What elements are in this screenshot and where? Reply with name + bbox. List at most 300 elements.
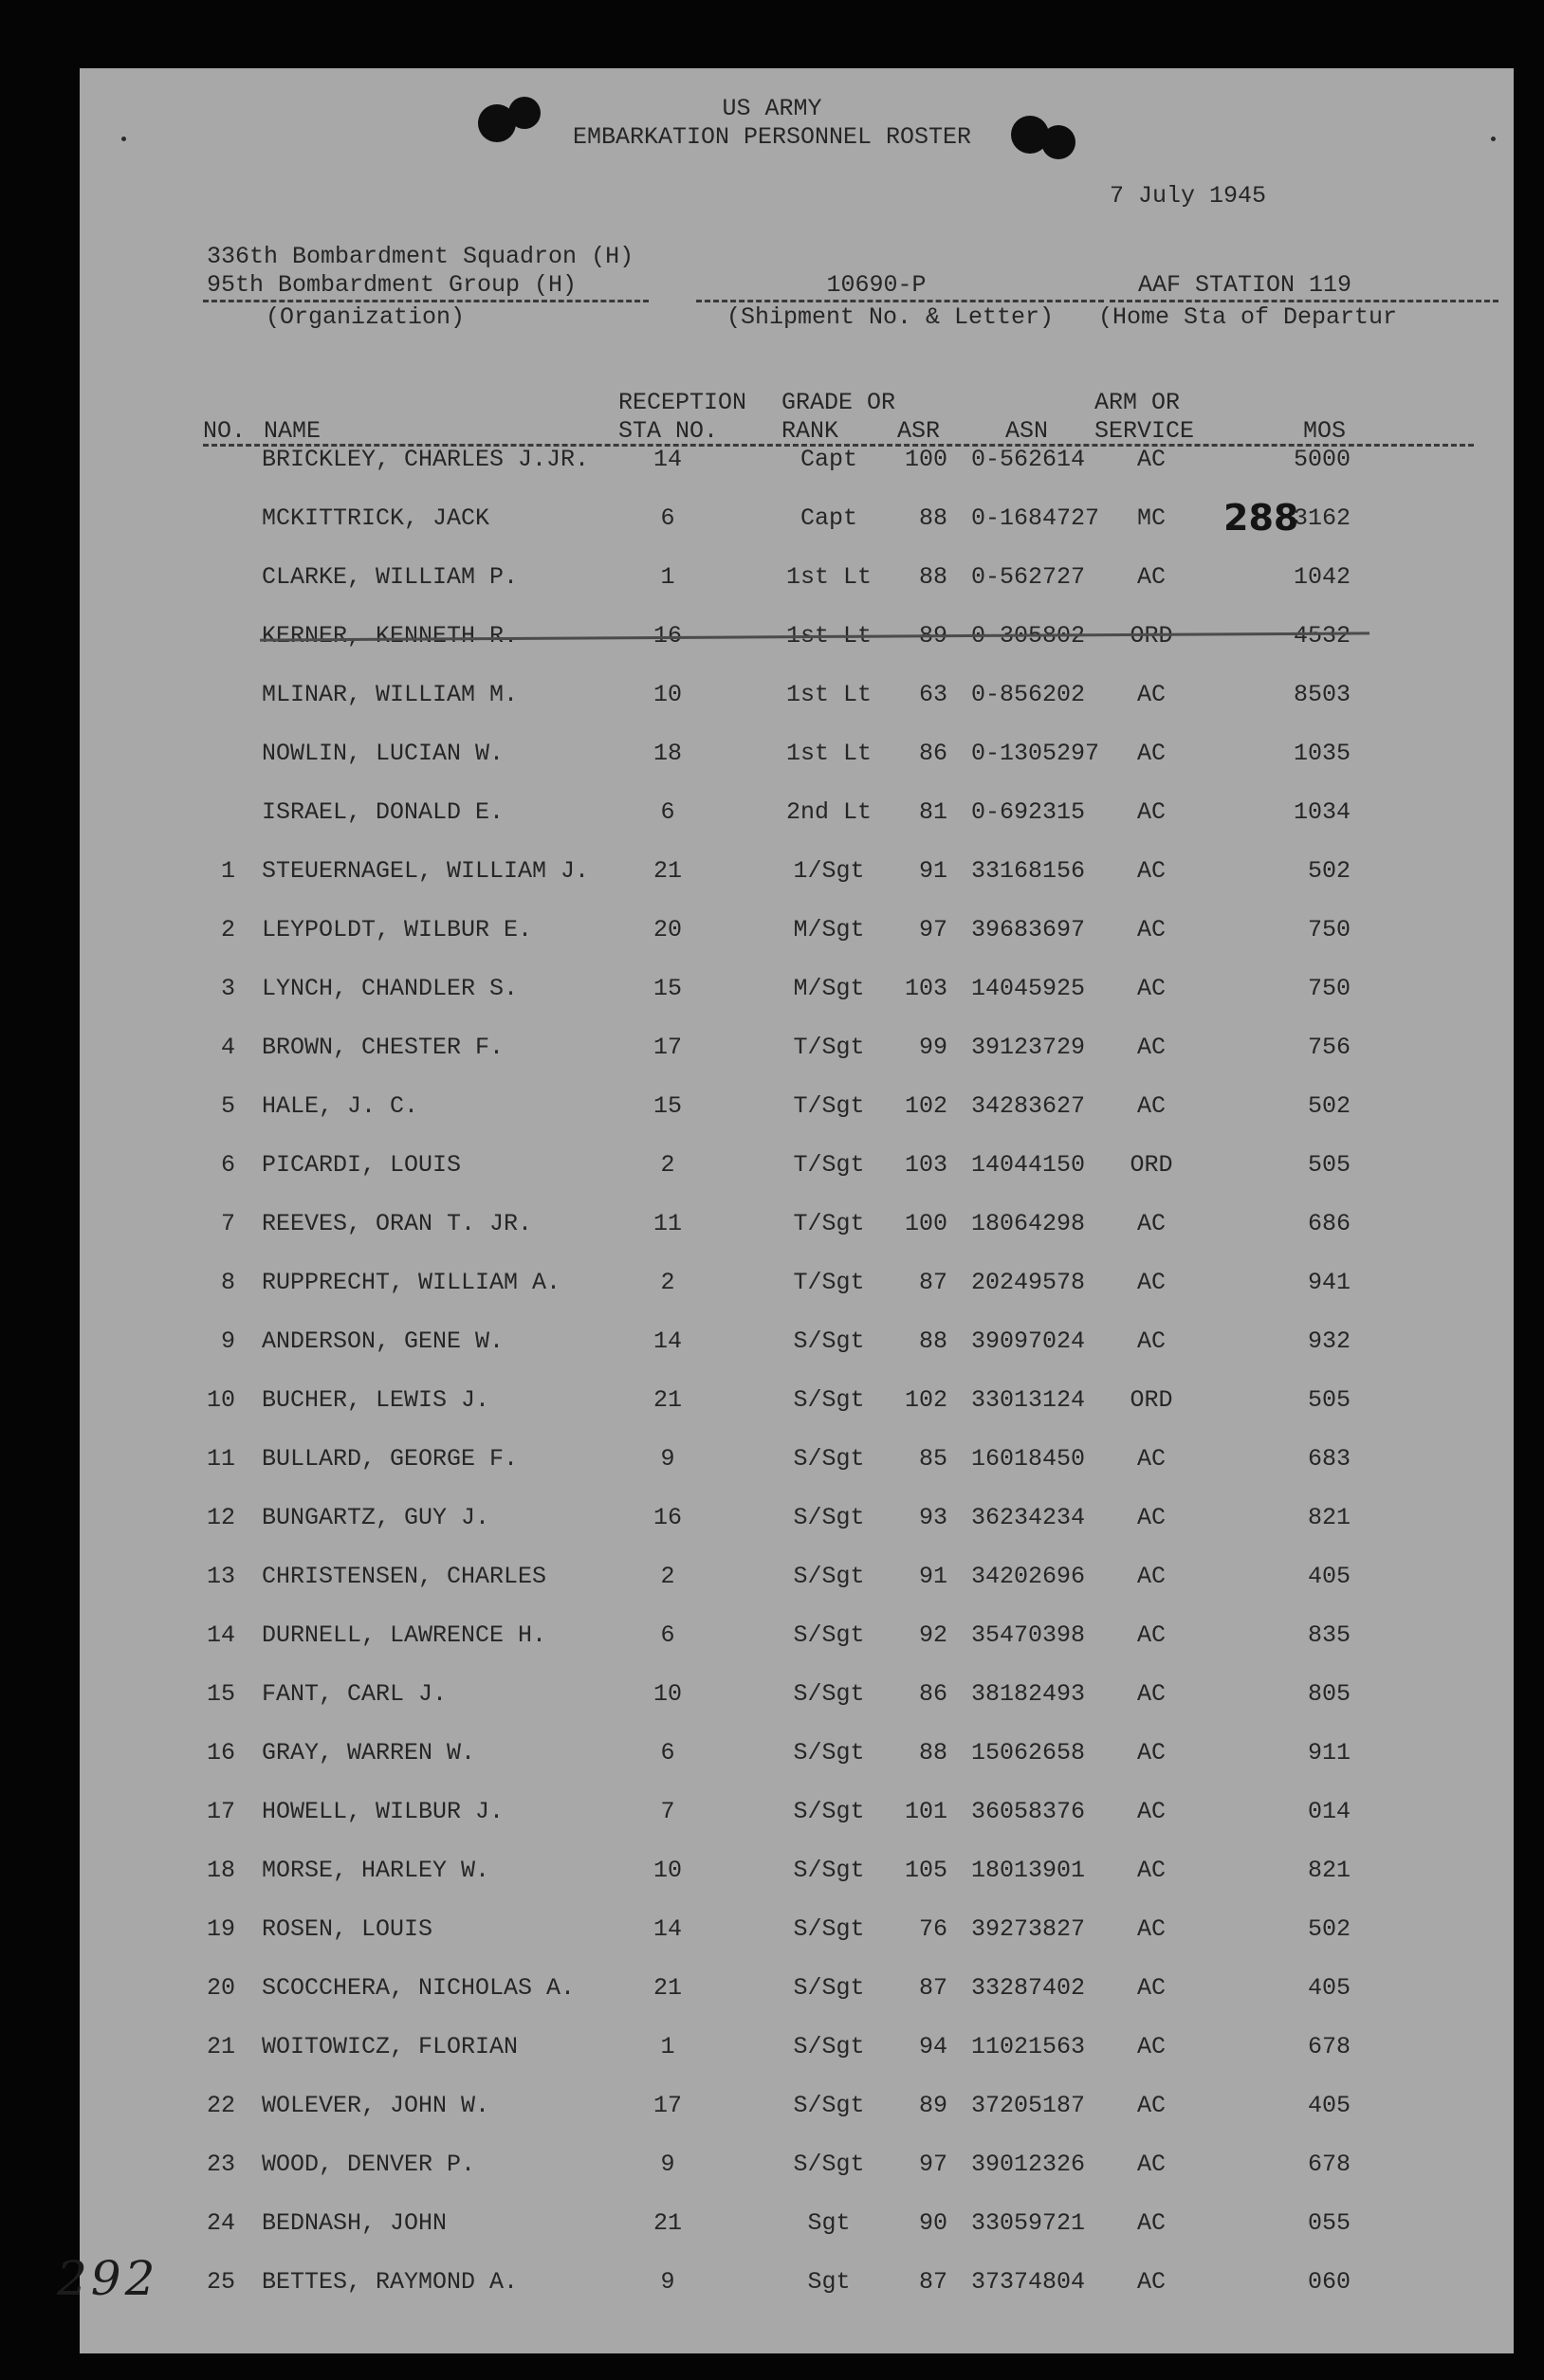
row-mos: 750: [1307, 916, 1351, 943]
row-grade: 2nd Lt: [785, 798, 872, 826]
row-mos: 1035: [1293, 740, 1351, 767]
row-arm-service: ORD: [1130, 1151, 1173, 1179]
row-mos: 678: [1307, 2033, 1351, 2060]
row-mos: 941: [1307, 1269, 1351, 1296]
row-number: 1: [220, 857, 235, 885]
row-asr: 101: [904, 1798, 947, 1825]
row-asn: 33168156: [971, 857, 1086, 885]
row-number: 3: [220, 975, 235, 1002]
row-name: NOWLIN, LUCIAN W.: [262, 740, 505, 767]
row-number: 22: [206, 2092, 235, 2119]
column-header-reception-2: STA NO.: [618, 417, 719, 445]
row-reception-station: 21: [653, 1974, 682, 2002]
row-grade: Capt: [800, 504, 857, 532]
row-grade: S/Sgt: [793, 1621, 865, 1649]
row-asn: 0-305802: [971, 622, 1086, 650]
row-reception-station: 16: [653, 622, 682, 650]
row-name: STEUERNAGEL, WILLIAM J.: [262, 857, 590, 885]
table-row: [80, 969, 1514, 1007]
row-name: BETTES, RAYMOND A.: [262, 2268, 519, 2296]
row-reception-station: 10: [653, 1857, 682, 1884]
row-arm-service: AC: [1136, 1739, 1166, 1767]
row-arm-service: AC: [1136, 1269, 1166, 1296]
row-grade: S/Sgt: [793, 1974, 865, 2002]
row-asr: 87: [918, 2268, 947, 2296]
row-asr: 102: [904, 1386, 947, 1414]
margin-dot-left: [121, 137, 126, 141]
pencil-notation: 292: [57, 2251, 159, 2306]
home-station-caption: (Home Sta of Departur: [1098, 303, 1398, 331]
row-number: 13: [206, 1563, 235, 1590]
row-mos: 683: [1307, 1445, 1351, 1473]
row-grade: S/Sgt: [793, 1915, 865, 1943]
row-mos: 821: [1307, 1504, 1351, 1531]
row-name: PICARDI, LOUIS: [262, 1151, 462, 1179]
row-arm-service: AC: [1136, 1092, 1166, 1120]
row-arm-service: AC: [1136, 857, 1166, 885]
table-row: [80, 1557, 1514, 1595]
row-arm-service: AC: [1136, 1504, 1166, 1531]
row-asr: 87: [918, 1269, 947, 1296]
column-header-asr: ASR: [897, 417, 941, 445]
row-asr: 93: [918, 1504, 947, 1531]
row-asr: 91: [918, 857, 947, 885]
row-mos: 1034: [1293, 798, 1351, 826]
table-row: [80, 1498, 1514, 1536]
row-asr: 91: [918, 1563, 947, 1590]
home-station: AAF STATION 119: [1138, 271, 1352, 299]
table-row: [80, 1616, 1514, 1654]
row-reception-station: 6: [660, 798, 675, 826]
row-name: BUCHER, LEWIS J.: [262, 1386, 490, 1414]
table-row: [80, 2204, 1514, 2242]
row-reception-station: 11: [653, 1210, 682, 1237]
row-asr: 88: [918, 563, 947, 591]
row-reception-station: 2: [660, 1563, 675, 1590]
row-asr: 89: [918, 2092, 947, 2119]
punch-hole-right-2: [1041, 125, 1075, 159]
row-number: 15: [206, 1680, 235, 1708]
row-reception-station: 15: [653, 975, 682, 1002]
row-grade: S/Sgt: [793, 1680, 865, 1708]
row-asr: 103: [904, 1151, 947, 1179]
row-mos: 8503: [1293, 681, 1351, 708]
row-asn: 39123729: [971, 1034, 1086, 1061]
row-mos: 502: [1307, 857, 1351, 885]
row-mos: 821: [1307, 1857, 1351, 1884]
row-grade: Capt: [800, 446, 857, 473]
row-name: RUPPRECHT, WILLIAM A.: [262, 1269, 561, 1296]
row-number: 25: [206, 2268, 235, 2296]
row-reception-station: 14: [653, 1327, 682, 1355]
row-arm-service: AC: [1136, 2209, 1166, 2237]
row-name: MCKITTRICK, JACK: [262, 504, 490, 532]
row-arm-service: AC: [1136, 1798, 1166, 1825]
row-asn: 36058376: [971, 1798, 1086, 1825]
row-grade: T/Sgt: [793, 1269, 865, 1296]
row-arm-service: AC: [1136, 1327, 1166, 1355]
row-asr: 86: [918, 1680, 947, 1708]
row-reception-station: 16: [653, 1504, 682, 1531]
row-reception-station: 20: [653, 916, 682, 943]
row-arm-service: ORD: [1130, 1386, 1173, 1414]
row-grade: Sgt: [807, 2268, 851, 2296]
row-grade: S/Sgt: [793, 1504, 865, 1531]
row-grade: Sgt: [807, 2209, 851, 2237]
row-reception-station: 15: [653, 1092, 682, 1120]
row-asn: 37205187: [971, 2092, 1086, 2119]
row-number: 4: [220, 1034, 235, 1061]
row-name: ISRAEL, DONALD E.: [262, 798, 505, 826]
row-reception-station: 10: [653, 681, 682, 708]
row-number: 8: [220, 1269, 235, 1296]
row-arm-service: AC: [1136, 1563, 1166, 1590]
organization-caption: (Organization): [266, 303, 466, 331]
row-reception-station: 6: [660, 1621, 675, 1649]
row-number: 23: [206, 2151, 235, 2178]
table-row: [80, 1381, 1514, 1419]
row-asn: 39683697: [971, 916, 1086, 943]
column-header-grade-1: GRADE OR: [781, 389, 896, 416]
row-reception-station: 2: [660, 1151, 675, 1179]
row-name: REEVES, ORAN T. JR.: [262, 1210, 533, 1237]
row-arm-service: AC: [1136, 1857, 1166, 1884]
row-asn: 39273827: [971, 1915, 1086, 1943]
row-grade: S/Sgt: [793, 1327, 865, 1355]
row-grade: 1st Lt: [785, 622, 872, 650]
row-reception-station: 17: [653, 1034, 682, 1061]
column-header-grade-2: RANK: [781, 417, 839, 445]
row-grade: S/Sgt: [793, 2151, 865, 2178]
row-arm-service: MC: [1136, 504, 1166, 532]
row-name: HOWELL, WILBUR J.: [262, 1798, 505, 1825]
row-mos: 405: [1307, 1974, 1351, 2002]
row-mos: 060: [1307, 2268, 1351, 2296]
row-number: 2: [220, 916, 235, 943]
row-asr: 100: [904, 446, 947, 473]
row-name: ROSEN, LOUIS: [262, 1915, 433, 1943]
row-grade: T/Sgt: [793, 1151, 865, 1179]
table-row: [80, 734, 1514, 772]
row-mos: 678: [1307, 2151, 1351, 2178]
column-header-mos: MOS: [1303, 417, 1347, 445]
row-arm-service: AC: [1136, 563, 1166, 591]
roster-page: [57, 68, 1514, 2353]
margin-dot-right: [1491, 137, 1496, 141]
row-name: WOOD, DENVER P.: [262, 2151, 476, 2178]
row-asn: 18064298: [971, 1210, 1086, 1237]
row-grade: S/Sgt: [793, 1445, 865, 1473]
row-mos: 405: [1307, 2092, 1351, 2119]
row-asr: 88: [918, 1739, 947, 1767]
row-reception-station: 18: [653, 740, 682, 767]
row-grade: S/Sgt: [793, 1739, 865, 1767]
row-mos: 505: [1307, 1386, 1351, 1414]
row-reception-station: 14: [653, 446, 682, 473]
row-number: 17: [206, 1798, 235, 1825]
row-asn: 18013901: [971, 1857, 1086, 1884]
row-reception-station: 9: [660, 1445, 675, 1473]
row-mos: 4532: [1293, 622, 1351, 650]
table-row: [80, 675, 1514, 713]
row-arm-service: AC: [1136, 2151, 1166, 2178]
document-title-line2: EMBARKATION PERSONNEL ROSTER: [572, 123, 972, 151]
shipment-caption: (Shipment No. & Letter): [726, 303, 1055, 331]
row-asr: 92: [918, 1621, 947, 1649]
row-mos: 911: [1307, 1739, 1351, 1767]
row-asr: 85: [918, 1445, 947, 1473]
row-grade: T/Sgt: [793, 1210, 865, 1237]
row-name: WOLEVER, JOHN W.: [262, 2092, 490, 2119]
table-row: [80, 1439, 1514, 1477]
row-asn: 33059721: [971, 2209, 1086, 2237]
table-row: [80, 1145, 1514, 1183]
row-asr: 63: [918, 681, 947, 708]
row-reception-station: 10: [653, 1680, 682, 1708]
table-row: [80, 1968, 1514, 2006]
row-asn: 34202696: [971, 1563, 1086, 1590]
row-number: 9: [220, 1327, 235, 1355]
row-name: BROWN, CHESTER F.: [262, 1034, 505, 1061]
table-row: [80, 1675, 1514, 1712]
row-mos: 502: [1307, 1915, 1351, 1943]
row-name: WOITOWICZ, FLORIAN: [262, 2033, 519, 2060]
row-name: HALE, J. C.: [262, 1092, 419, 1120]
row-reception-station: 21: [653, 2209, 682, 2237]
row-asn: 16018450: [971, 1445, 1086, 1473]
row-reception-station: 2: [660, 1269, 675, 1296]
column-header-reception-1: RECEPTION: [618, 389, 747, 416]
table-row: [80, 440, 1514, 478]
row-name: BUNGARTZ, GUY J.: [262, 1504, 490, 1531]
row-reception-station: 21: [653, 1386, 682, 1414]
row-asn: 0-692315: [971, 798, 1086, 826]
row-reception-station: 9: [660, 2151, 675, 2178]
row-name: LYNCH, CHANDLER S.: [262, 975, 519, 1002]
shipment-underline: [696, 300, 1104, 302]
row-asn: 33287402: [971, 1974, 1086, 2002]
row-mos: 756: [1307, 1034, 1351, 1061]
row-number: 11: [206, 1445, 235, 1473]
row-asr: 90: [918, 2209, 947, 2237]
row-asn: 39012326: [971, 2151, 1086, 2178]
row-asn: 0-856202: [971, 681, 1086, 708]
row-asn: 0-1684727: [971, 504, 1100, 532]
row-grade: 1st Lt: [785, 681, 872, 708]
row-asn: 14045925: [971, 975, 1086, 1002]
row-asr: 87: [918, 1974, 947, 2002]
row-reception-station: 9: [660, 2268, 675, 2296]
row-grade: T/Sgt: [793, 1034, 865, 1061]
row-mos: 1042: [1293, 563, 1351, 591]
row-asn: 35470398: [971, 1621, 1086, 1649]
row-arm-service: AC: [1136, 798, 1166, 826]
row-mos: 932: [1307, 1327, 1351, 1355]
row-arm-service: AC: [1136, 1621, 1166, 1649]
row-arm-service: AC: [1136, 1915, 1166, 1943]
row-name: ANDERSON, GENE W.: [262, 1327, 505, 1355]
table-row: [80, 1851, 1514, 1889]
row-grade: S/Sgt: [793, 2092, 865, 2119]
organization-underline: [203, 300, 649, 302]
row-grade: 1st Lt: [785, 740, 872, 767]
row-name: MORSE, HARLEY W.: [262, 1857, 490, 1884]
row-reception-station: 1: [660, 2033, 675, 2060]
row-arm-service: AC: [1136, 2268, 1166, 2296]
row-reception-station: 6: [660, 1739, 675, 1767]
row-grade: S/Sgt: [793, 1857, 865, 1884]
row-asn: 37374804: [971, 2268, 1086, 2296]
row-mos: 750: [1307, 975, 1351, 1002]
home-station-underline: [1110, 300, 1498, 302]
row-name: DURNELL, LAWRENCE H.: [262, 1621, 547, 1649]
row-asn: 39097024: [971, 1327, 1086, 1355]
row-mos: 3162: [1293, 504, 1351, 532]
row-arm-service: AC: [1136, 681, 1166, 708]
row-asn: 14044150: [971, 1151, 1086, 1179]
row-mos: 5000: [1293, 446, 1351, 473]
row-asr: 76: [918, 1915, 947, 1943]
row-number: 24: [206, 2209, 235, 2237]
row-number: 19: [206, 1915, 235, 1943]
table-row: [80, 2027, 1514, 2065]
column-header-name: NAME: [264, 417, 322, 445]
row-number: 5: [220, 1092, 235, 1120]
row-asn: 36234234: [971, 1504, 1086, 1531]
row-number: 20: [206, 1974, 235, 2002]
row-grade: S/Sgt: [793, 1563, 865, 1590]
document-title-line1: US ARMY: [722, 95, 822, 122]
row-arm-service: AC: [1136, 2033, 1166, 2060]
row-arm-service: AC: [1136, 1974, 1166, 2002]
row-mos: 505: [1307, 1151, 1351, 1179]
row-grade: T/Sgt: [793, 1092, 865, 1120]
table-row: [80, 1087, 1514, 1125]
row-asn: 15062658: [971, 1739, 1086, 1767]
row-arm-service: AC: [1136, 2092, 1166, 2119]
row-arm-service: AC: [1136, 916, 1166, 943]
row-asn: 0-562727: [971, 563, 1086, 591]
row-asr: 88: [918, 1327, 947, 1355]
column-header-no: NO.: [203, 417, 247, 445]
row-asn: 0-1305297: [971, 740, 1100, 767]
stamped-page-number: 288: [1223, 497, 1299, 539]
table-row: [80, 1028, 1514, 1066]
table-row: [80, 910, 1514, 948]
organization-line2: 95th Bombardment Group (H): [207, 271, 578, 299]
punch-hole-left-2: [508, 97, 541, 129]
row-name: GRAY, WARREN W.: [262, 1739, 476, 1767]
row-name: KERNER, KENNETH R.: [262, 622, 519, 650]
row-arm-service: ORD: [1130, 622, 1173, 650]
table-row: [80, 1204, 1514, 1242]
row-asn: 20249578: [971, 1269, 1086, 1296]
row-grade: S/Sgt: [793, 1798, 865, 1825]
row-asr: 89: [918, 622, 947, 650]
table-row: [80, 851, 1514, 889]
row-arm-service: AC: [1136, 1034, 1166, 1061]
row-number: 7: [220, 1210, 235, 1237]
row-number: 14: [206, 1621, 235, 1649]
row-grade: M/Sgt: [793, 916, 865, 943]
row-number: 21: [206, 2033, 235, 2060]
row-mos: 686: [1307, 1210, 1351, 1237]
row-grade: S/Sgt: [793, 1386, 865, 1414]
table-row: [80, 2145, 1514, 2183]
row-mos: 014: [1307, 1798, 1351, 1825]
row-name: FANT, CARL J.: [262, 1680, 448, 1708]
row-arm-service: AC: [1136, 446, 1166, 473]
row-number: 6: [220, 1151, 235, 1179]
roster-date: 7 July 1945: [1110, 182, 1267, 210]
row-asn: 34283627: [971, 1092, 1086, 1120]
row-grade: 1/Sgt: [793, 857, 865, 885]
row-mos: 805: [1307, 1680, 1351, 1708]
row-asr: 100: [904, 1210, 947, 1237]
row-arm-service: AC: [1136, 1210, 1166, 1237]
row-asn: 33013124: [971, 1386, 1086, 1414]
row-asr: 103: [904, 975, 947, 1002]
row-grade: S/Sgt: [793, 2033, 865, 2060]
column-header-arm-2: SERVICE: [1094, 417, 1195, 445]
table-row: [80, 1263, 1514, 1301]
row-name: BRICKLEY, CHARLES J.JR.: [262, 446, 590, 473]
row-asr: 99: [918, 1034, 947, 1061]
row-asr: 97: [918, 2151, 947, 2178]
column-header-arm-1: ARM OR: [1094, 389, 1181, 416]
row-name: BULLARD, GEORGE F.: [262, 1445, 519, 1473]
row-number: 16: [206, 1739, 235, 1767]
row-arm-service: AC: [1136, 1680, 1166, 1708]
row-asr: 81: [918, 798, 947, 826]
row-number: 18: [206, 1857, 235, 1884]
row-number: 10: [206, 1386, 235, 1414]
row-mos: 835: [1307, 1621, 1351, 1649]
row-reception-station: 6: [660, 504, 675, 532]
row-asn: 0-562614: [971, 446, 1086, 473]
row-mos: 502: [1307, 1092, 1351, 1120]
row-asn: 11021563: [971, 2033, 1086, 2060]
row-grade: 1st Lt: [785, 563, 872, 591]
table-row: [80, 1910, 1514, 1948]
shipment-number: 10690-P: [826, 271, 927, 299]
row-asr: 105: [904, 1857, 947, 1884]
table-row-struck-through: [80, 616, 1514, 654]
organization-line1: 336th Bombardment Squadron (H): [207, 243, 634, 270]
row-reception-station: 21: [653, 857, 682, 885]
table-row: [80, 558, 1514, 595]
column-header-asn: ASN: [1005, 417, 1049, 445]
row-name: SCOCCHERA, NICHOLAS A.: [262, 1974, 576, 2002]
row-name: BEDNASH, JOHN: [262, 2209, 448, 2237]
row-arm-service: AC: [1136, 975, 1166, 1002]
row-number: 12: [206, 1504, 235, 1531]
row-reception-station: 7: [660, 1798, 675, 1825]
table-row: [80, 1322, 1514, 1360]
row-grade: M/Sgt: [793, 975, 865, 1002]
row-arm-service: AC: [1136, 740, 1166, 767]
row-name: LEYPOLDT, WILBUR E.: [262, 916, 533, 943]
row-mos: 055: [1307, 2209, 1351, 2237]
row-name: MLINAR, WILLIAM M.: [262, 681, 519, 708]
row-arm-service: AC: [1136, 1445, 1166, 1473]
row-reception-station: 17: [653, 2092, 682, 2119]
row-asr: 94: [918, 2033, 947, 2060]
table-row: [80, 1733, 1514, 1771]
row-asr: 102: [904, 1092, 947, 1120]
row-name: CHRISTENSEN, CHARLES: [262, 1563, 547, 1590]
row-asr: 86: [918, 740, 947, 767]
